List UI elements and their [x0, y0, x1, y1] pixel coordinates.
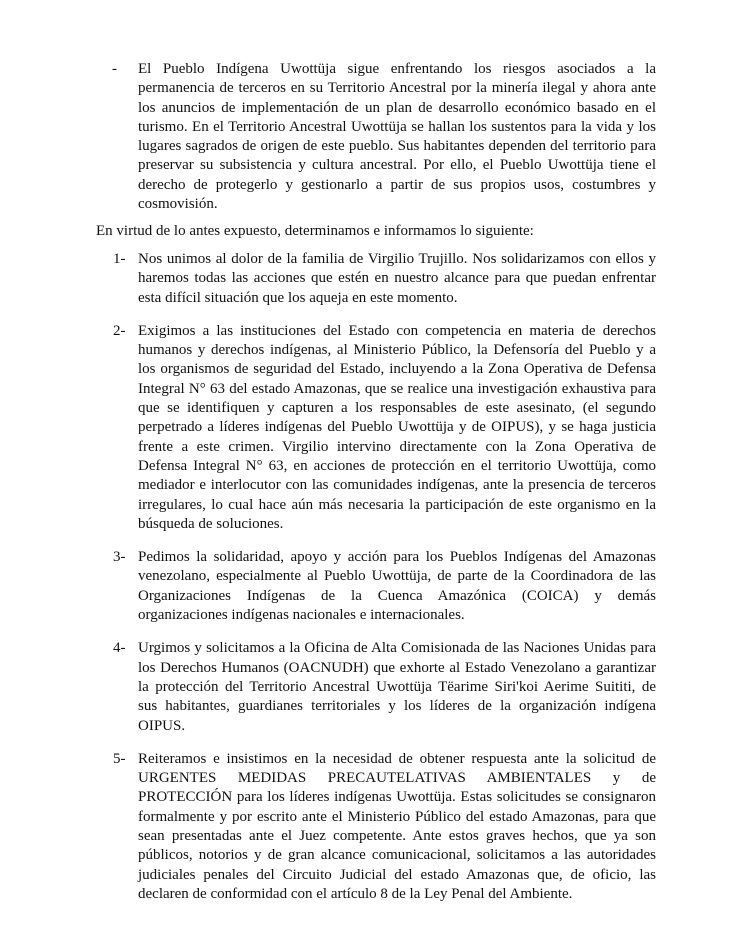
text-line: preservar su subsistencia y cultura ancestral. Por ello, el Pueblo Uwottüja tiene el	[138, 157, 656, 174]
item-text	[138, 750, 656, 904]
list-item	[113, 250, 656, 308]
text-line: venezolano, especialmente al Pueblo Uwottüja, de parte de la Coordinadora de las	[138, 568, 656, 585]
text-line: judiciales penales del Circuito Judicial del estado Amazonas que, de oficio, las	[138, 866, 656, 883]
item-number: 4-	[113, 640, 126, 657]
list-item	[113, 548, 656, 625]
item-number: 2-	[113, 322, 126, 339]
item-text	[138, 250, 656, 308]
item-text	[138, 639, 656, 735]
item-number: 1-	[113, 251, 126, 267]
text-line: Organizaciones Indígenas de la Cuenca Amazónica (COICA) y demás	[138, 587, 656, 604]
text-line: OIPUS.	[138, 717, 186, 734]
text-line: humanos y derechos indígenas, al Ministerio Público, la Defensoría del Pueblo y a	[138, 342, 656, 359]
text-line: perpetrado a líderes indígenas del Pueblo Uwottüja y de OIPUS), y se haga justicia	[138, 419, 656, 436]
text-line: públicos, notorios y de gran alcance comunicacional, solicitamos a las autoridades	[138, 847, 656, 864]
text-line: derecho de protegerlo y gestionarlo a partir de sus propios usos, costumbres y	[138, 176, 656, 193]
text-line: permanencia de terceros en su Territorio Ancestral por la minería ilegal y ahora ante	[138, 80, 656, 97]
text-line: que se identifiquen y capturen a los responsables de este asesinato, (el segundo	[138, 400, 656, 417]
list-item	[113, 750, 656, 904]
text-line: Pedimos la solidaridad, apoyo y acción para los Pueblos Indígenas del Amazonas	[138, 549, 656, 566]
text-line: turismo. En el Territorio Ancestral Uwottüja se hallan los sustentos para la vida y los	[138, 118, 656, 135]
text-line: haremos todas las acciones que estén en nuestro alcance para que puedan enfrentar	[138, 270, 656, 287]
text-line: PROTECCIÓN para los líderes indígenas Uwottüja. Estas solicitudes se consignaron	[138, 789, 656, 806]
text-line: irregulares, lo cual hace aún más necesaria la participación de este organismo en la	[138, 496, 656, 513]
text-line: sus habitantes, guardianes territoriales y los líderes de la organización indígena	[138, 698, 656, 715]
bullet-paragraph	[96, 60, 656, 214]
text-line: Integral N° 63 del estado Amazonas, que se realice una investigación exhaustiva para	[138, 380, 656, 397]
text-line: los anuncios de implementación de un plan de desarrollo económico basado en el	[138, 99, 656, 116]
item-text	[138, 322, 656, 534]
numbered-list	[113, 250, 656, 918]
item-number: 5-	[113, 750, 126, 767]
text-line: cosmovisión.	[138, 196, 218, 213]
text-line: búsqueda de soluciones.	[138, 515, 284, 532]
text-line: lugares sagrados de origen de este pueblo. Sus habitantes dependen del territorio para	[138, 138, 656, 155]
text-line: la protección del Territorio Ancestral Uwottüja Tëarime Siri'koi Aerime Suititi, de	[138, 678, 656, 695]
list-item	[113, 639, 656, 735]
text-line: Defensa Integral N° 63, en acciones de protección en el territorio Uwottüja, como	[138, 457, 656, 474]
text-line: El Pueblo Indígena Uwottüja sigue enfrentando los riesgos asociados a la	[138, 61, 656, 77]
text-line: mediador e interlocutor con las comunidades indígenas, ante la presencia de terceros	[138, 477, 656, 494]
text-line: Nos unimos al dolor de la familia de Virgilio Trujillo. Nos solidarizamos con ellos y	[138, 251, 656, 267]
text-line: frente a este crimen. Virgilio intervino directamente con la Zona Operativa de	[138, 438, 656, 455]
bullet-dash: -	[112, 61, 117, 77]
text-line: los Derechos Humanos (OACNUDH) que exhorte al Estado Venezolano a garantizar	[138, 659, 656, 676]
text-line: Reiteramos e insistimos en la necesidad de obtener respuesta ante la solicitud de	[138, 750, 656, 767]
item-number: 3-	[113, 549, 126, 566]
intro-sentence: En virtud de lo antes expuesto, determinamos e informamos lo siguiente:	[96, 223, 534, 239]
text-line: organizaciones indígenas nacionales e internacionales.	[138, 607, 465, 624]
text-line: esta difícil situación que los aqueja en este momento.	[138, 289, 458, 306]
item-text	[138, 548, 656, 625]
text-line: los organismos de seguridad del Estado, incluyendo a la Zona Operativa de Defensa	[138, 361, 656, 378]
text-line: sean presentadas ante el Juez competente. Ante estos graves hechos, que ya son	[138, 828, 656, 845]
text-line: Urgimos y solicitamos a la Oficina de Alta Comisionada de las Naciones Unidas para	[138, 640, 656, 657]
text-line: Exigimos a las instituciones del Estado con competencia en materia de derechos	[138, 322, 656, 339]
text-line: declaren de conformidad con el artículo 8 de la Ley Penal del Ambiente.	[138, 885, 573, 902]
text-line: URGENTES MEDIDAS PRECAUTELATIVAS AMBIENTALES y de	[138, 770, 656, 787]
text-line: formalmente y por escrito ante el Ministerio Público del estado Amazonas, para que	[138, 808, 656, 825]
list-item	[113, 322, 656, 534]
bullet-text	[138, 60, 656, 214]
